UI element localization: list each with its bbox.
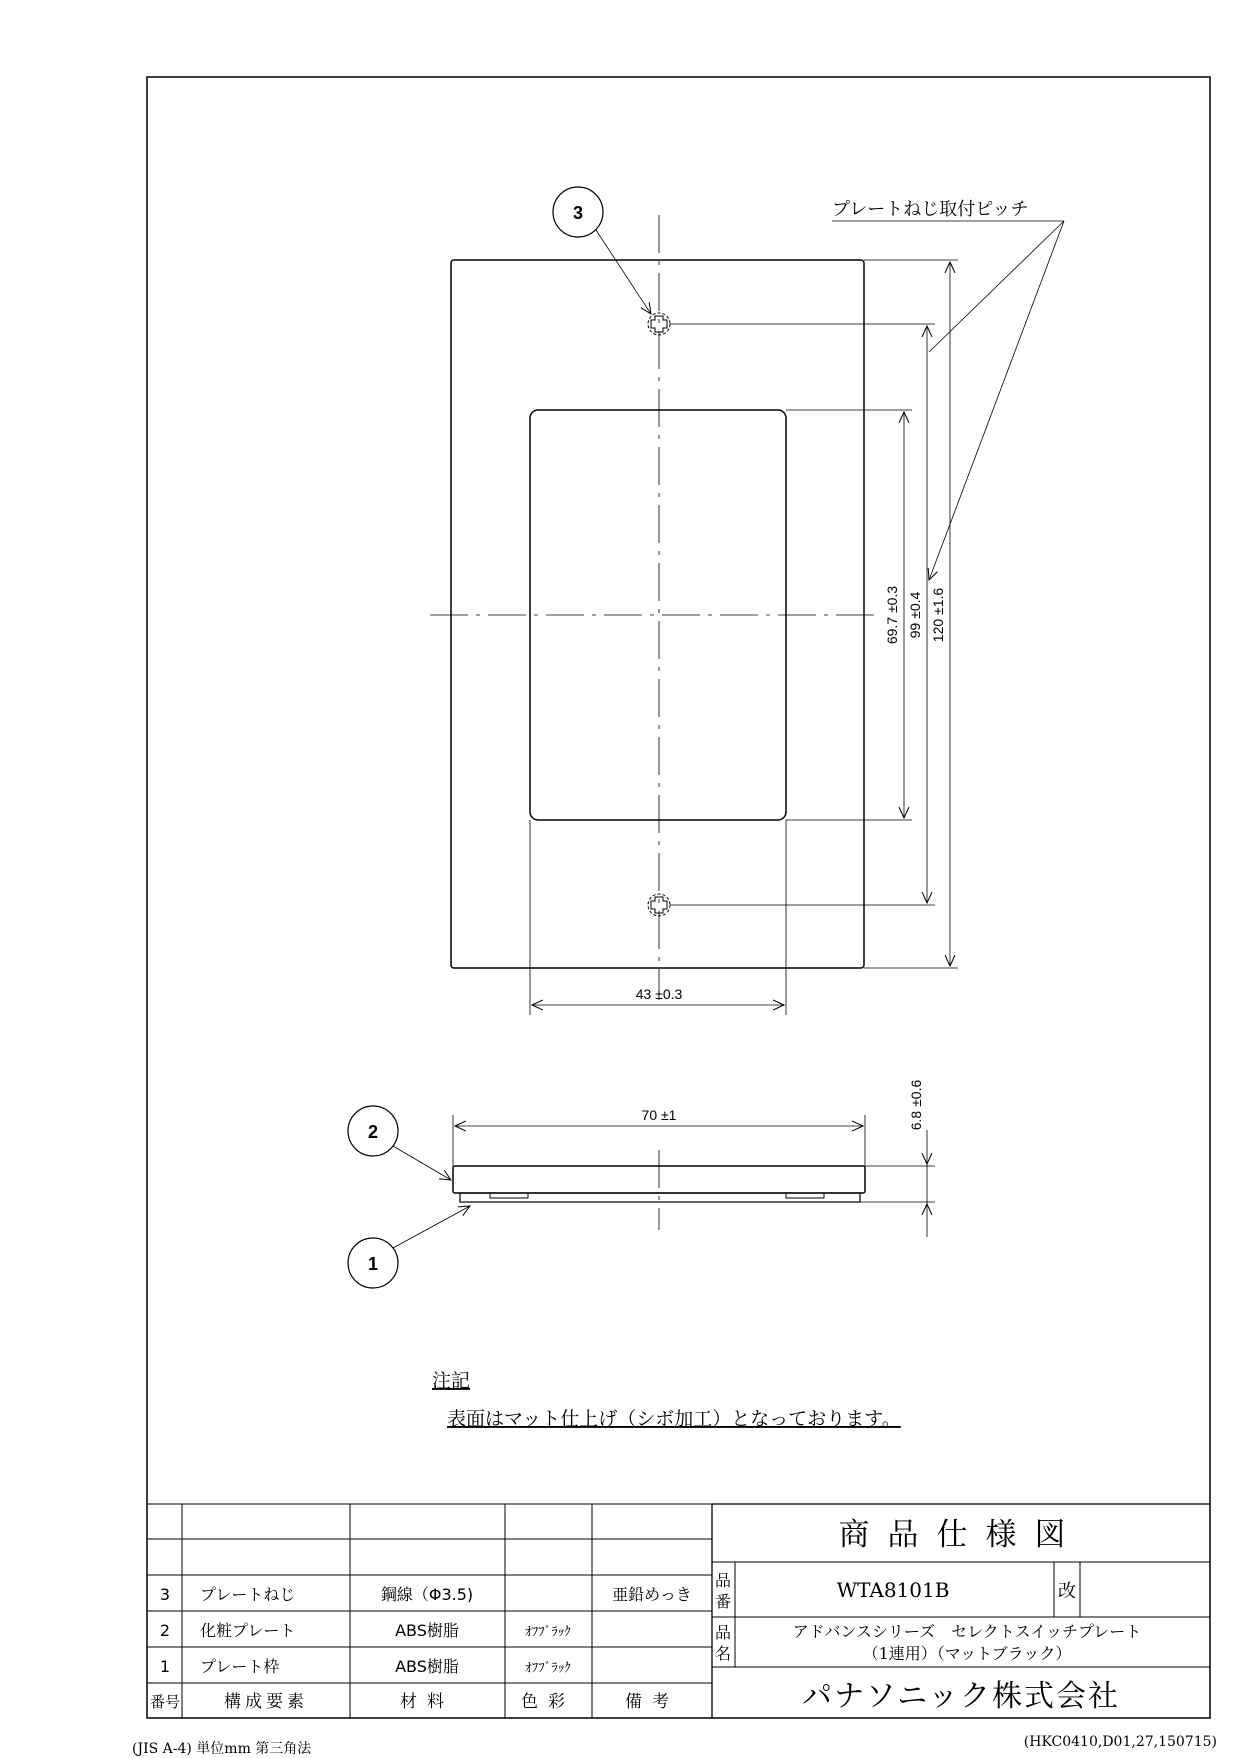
company-name: パナソニック株式会社 — [802, 1679, 1120, 1714]
dim-plate-height: 120 ±1.6 — [930, 587, 946, 643]
product-name-line2: （1連用）（マットブラック） — [862, 1644, 1072, 1663]
product-name-line1: アドバンスシリーズ セレクトスイッチプレート — [792, 1622, 1142, 1641]
footer-left: (JIS A-4) 単位mm 第三角法 — [132, 1741, 312, 1757]
header-color: 色彩 — [521, 1692, 575, 1712]
part-no-label-1: 品 — [714, 1571, 732, 1590]
dim-screw-pitch: 99 ±0.4 — [907, 591, 923, 639]
parts-row-2-color: ｵﾌﾌﾞﾗｯｸ — [525, 1625, 571, 1640]
title: 商品仕様図 — [838, 1517, 1084, 1553]
part-no-label-2: 番 — [714, 1592, 732, 1611]
parts-row-3-name: プレートねじ — [200, 1585, 296, 1604]
footer-right: (HKC0410,D01,27,150715) — [1023, 1734, 1217, 1750]
parts-row-1-no: 1 — [159, 1657, 171, 1676]
parts-row-1-name: プレート枠 — [200, 1657, 280, 1676]
pitch-note: プレートねじ取付ピッチ — [832, 199, 1029, 220]
screw-bottom — [648, 894, 670, 916]
product-name-label-1: 品 — [714, 1623, 732, 1642]
parts-row-3-remark: 亜鉛めっき — [612, 1585, 692, 1604]
dim-plate-width: 70 ±1 — [641, 1107, 677, 1123]
parts-row-2-name: 化粧プレート — [200, 1621, 296, 1640]
parts-row-2-material: ABS樹脂 — [395, 1621, 459, 1640]
header-remark: 備考 — [625, 1692, 679, 1712]
callout-screw — [553, 187, 651, 314]
header-material: 材料 — [400, 1692, 454, 1712]
drawing-border — [147, 77, 1210, 1718]
callout-face-plate — [348, 1106, 451, 1180]
parts-row-1-color: ｵﾌﾌﾞﾗｯｸ — [525, 1661, 571, 1676]
revision-label: 改 — [1058, 1581, 1076, 1602]
dim-opening-height: 69.7 ±0.3 — [884, 585, 900, 645]
plate-outline — [451, 260, 864, 968]
parts-row-1-material: ABS樹脂 — [395, 1657, 459, 1676]
parts-table — [147, 1504, 712, 1718]
callout-frame — [348, 1206, 470, 1288]
front-view — [430, 215, 958, 1015]
callout-frame-number: 1 — [367, 1254, 379, 1274]
header-component: 構成要素 — [224, 1692, 308, 1712]
parts-row-3-material: 鋼線（Φ3.5) — [380, 1585, 474, 1604]
parts-row-2-no: 2 — [159, 1621, 171, 1640]
notes-title: 注記 — [432, 1370, 471, 1392]
dim-opening-width: 43 ±0.3 — [635, 986, 683, 1002]
header-no: 番号 — [149, 1693, 181, 1711]
pitch-note-leader — [832, 221, 1064, 580]
callout-screw-number: 3 — [572, 203, 584, 223]
parts-row-3-no: 3 — [159, 1585, 171, 1604]
product-name-label-2: 名 — [714, 1644, 732, 1663]
callout-face-plate-number: 2 — [367, 1122, 379, 1142]
part-number: WTA8101B — [836, 1578, 950, 1602]
screw-top — [648, 313, 670, 335]
dim-plate-thickness: 6.8 ±0.6 — [908, 1079, 924, 1131]
side-view — [453, 1115, 935, 1237]
notes-text: 表面はマット仕上げ（シボ加工）となっております。 — [447, 1408, 901, 1430]
